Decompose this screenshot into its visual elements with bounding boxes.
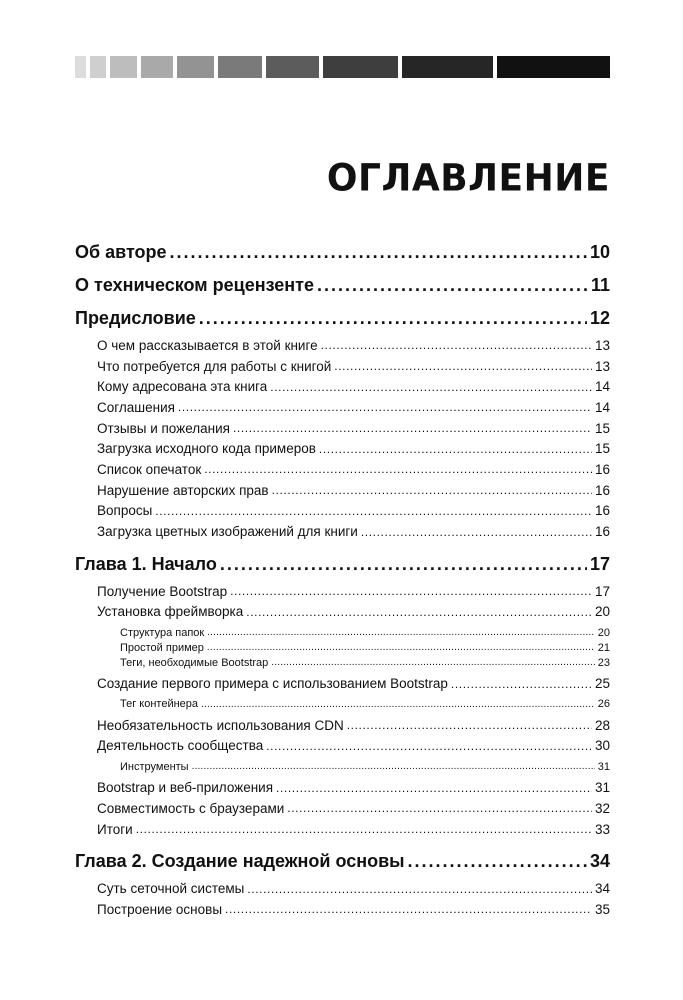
toc-entry-chapter[interactable] xyxy=(75,845,610,878)
toc-entry-title: Соглашения xyxy=(97,399,175,415)
toc-entry-title: Вопросы xyxy=(97,503,153,519)
toc-entry-section[interactable] xyxy=(75,736,610,757)
toc-entry-page: 34 xyxy=(594,881,610,897)
toc-entry-sub[interactable] xyxy=(75,640,610,655)
toc-entry-page: 26 xyxy=(597,698,610,711)
toc-entry-title: Деятельность сообщества xyxy=(97,738,264,754)
toc-entry-page: 32 xyxy=(594,800,610,816)
toc-entry-title: Получение Bootstrap xyxy=(97,583,228,599)
toc-entry-page: 14 xyxy=(594,399,610,415)
toc-leader-dots xyxy=(451,677,592,691)
toc-entry-section[interactable] xyxy=(75,602,610,623)
toc-leader-dots xyxy=(334,359,592,373)
toc-entry-page: 15 xyxy=(594,420,610,436)
toc-entry-page: 31 xyxy=(597,760,610,773)
toc-entry-section[interactable] xyxy=(75,418,610,439)
toc-leader-dots xyxy=(233,421,592,435)
toc-entry-section[interactable] xyxy=(75,438,610,459)
toc-entry-page: 31 xyxy=(594,780,610,796)
toc-entry-section[interactable] xyxy=(75,581,610,602)
toc-leader-dots xyxy=(204,462,592,476)
toc-entry-title: Суть сеточной системы xyxy=(97,881,245,897)
toc-entry-page: 16 xyxy=(594,524,610,540)
toc-entry-section[interactable] xyxy=(75,673,610,694)
table-of-contents xyxy=(75,236,610,920)
header-bar-block xyxy=(402,56,493,78)
toc-leader-dots xyxy=(347,718,592,732)
header-bar-block xyxy=(177,56,213,78)
toc-entry-page: 15 xyxy=(594,441,610,457)
header-decorative-bar xyxy=(75,56,610,78)
toc-entry-title: Структура папок xyxy=(120,626,205,639)
toc-leader-dots xyxy=(225,902,592,916)
toc-entry-title: Нарушение авторских прав xyxy=(97,482,269,498)
toc-entry-chapter[interactable] xyxy=(75,236,610,269)
toc-entry-title: Список опечаток xyxy=(97,461,202,477)
toc-entry-chapter[interactable] xyxy=(75,302,610,335)
toc-leader-dots xyxy=(361,525,592,539)
toc-leader-dots xyxy=(266,739,592,753)
toc-entry-title: Загрузка цветных изображений для книги xyxy=(97,524,358,540)
toc-leader-dots xyxy=(287,801,592,815)
toc-entry-title: Совместимость с браузерами xyxy=(97,800,285,816)
toc-entry-section[interactable] xyxy=(75,501,610,522)
toc-entry-page: 35 xyxy=(594,901,610,917)
toc-entry-title: Загрузка исходного кода примеров xyxy=(97,441,316,457)
toc-leader-dots xyxy=(207,642,595,653)
toc-leader-dots xyxy=(136,822,592,836)
header-bar-block xyxy=(497,56,610,78)
toc-entry-page: 16 xyxy=(594,503,610,519)
toc-entry-chapter[interactable] xyxy=(75,548,610,581)
toc-leader-dots xyxy=(276,781,592,795)
header-bar-block xyxy=(266,56,320,78)
toc-entry-page: 34 xyxy=(589,851,610,872)
toc-entry-page: 13 xyxy=(594,358,610,374)
toc-entry-page: 28 xyxy=(594,717,610,733)
toc-entry-title: Инструменты xyxy=(120,760,189,773)
toc-entry-title: Теги, необходимые Bootstrap xyxy=(120,656,269,669)
toc-entry-section[interactable] xyxy=(75,356,610,377)
toc-entry-title: Об авторе xyxy=(75,242,167,262)
header-bar-block xyxy=(323,56,398,78)
toc-entry-page: 33 xyxy=(594,821,610,837)
toc-entry-sub[interactable] xyxy=(75,697,610,712)
toc-entry-section[interactable] xyxy=(75,480,610,501)
toc-entry-page: 17 xyxy=(594,583,610,599)
toc-leader-dots xyxy=(201,699,595,710)
toc-leader-dots xyxy=(321,338,592,352)
toc-entry-section[interactable] xyxy=(75,777,610,798)
toc-leader-dots xyxy=(199,308,587,329)
toc-leader-dots xyxy=(178,400,592,414)
toc-entry-title: Bootstrap и веб-приложения xyxy=(97,780,274,796)
toc-entry-page: 20 xyxy=(594,604,610,620)
toc-entry-page: 21 xyxy=(597,641,610,654)
toc-leader-dots xyxy=(317,275,588,296)
toc-entry-section[interactable] xyxy=(75,397,610,418)
toc-leader-dots xyxy=(270,380,592,394)
toc-entry-section[interactable] xyxy=(75,819,610,840)
toc-entry-section[interactable] xyxy=(75,878,610,899)
toc-entry-page: 25 xyxy=(594,676,610,692)
toc-entry-title: Тег контейнера xyxy=(120,698,199,711)
toc-entry-title: Кому адресована эта книга xyxy=(97,379,268,395)
toc-entry-title: Глава 2. Создание надежной основы xyxy=(75,851,405,872)
toc-entry-sub[interactable] xyxy=(75,759,610,774)
toc-entry-section[interactable] xyxy=(75,335,610,356)
toc-leader-dots xyxy=(230,584,592,598)
toc-entry-section[interactable] xyxy=(75,376,610,397)
toc-leader-dots xyxy=(220,554,587,575)
toc-entry-section[interactable] xyxy=(75,521,610,542)
header-bar-block xyxy=(75,56,86,78)
toc-entry-title: О техническом рецензенте xyxy=(75,275,314,295)
header-bar-block xyxy=(110,56,137,78)
toc-entry-title: Итоги xyxy=(97,821,133,837)
toc-entry-title: Предисловие xyxy=(75,308,196,328)
toc-entry-title: Простой пример xyxy=(120,641,204,654)
toc-leader-dots xyxy=(170,242,587,263)
toc-entry-title: Установка фреймворка xyxy=(97,604,244,620)
header-bar-block xyxy=(141,56,174,78)
toc-entry-section[interactable] xyxy=(75,459,610,480)
toc-entry-page: 11 xyxy=(590,275,610,295)
toc-leader-dots xyxy=(207,627,595,638)
toc-entry-page: 30 xyxy=(594,738,610,754)
toc-entry-title: Необязательность использования CDN xyxy=(97,717,344,733)
toc-entry-page: 23 xyxy=(597,656,610,669)
header-bar-block xyxy=(90,56,106,78)
toc-entry-page: 16 xyxy=(594,482,610,498)
toc-leader-dots xyxy=(246,605,592,619)
toc-entry-page: 13 xyxy=(594,337,610,353)
toc-entry-title: О чем рассказывается в этой книге xyxy=(97,337,318,353)
toc-entry-page: 20 xyxy=(597,626,610,639)
toc-entry-title: Построение основы xyxy=(97,901,223,917)
toc-entry-title: Создание первого примера с использованием Bootstrap xyxy=(97,676,448,692)
toc-entry-chapter[interactable] xyxy=(75,269,610,302)
toc-leader-dots xyxy=(247,882,592,896)
toc-leader-dots xyxy=(319,442,592,456)
toc-entry-page: 14 xyxy=(594,379,610,395)
toc-leader-dots xyxy=(155,504,592,518)
toc-entry-section[interactable] xyxy=(75,899,610,920)
toc-entry-page: 16 xyxy=(594,461,610,477)
toc-entry-section[interactable] xyxy=(75,798,610,819)
page-title: ОГЛАВЛЕНИЕ xyxy=(326,156,610,201)
toc-entry-title: Отзывы и пожелания xyxy=(97,420,230,436)
toc-entry-section[interactable] xyxy=(75,715,610,736)
toc-leader-dots xyxy=(192,761,595,772)
toc-leader-dots xyxy=(272,483,592,497)
toc-leader-dots xyxy=(408,851,587,872)
toc-leader-dots xyxy=(271,657,594,668)
header-bar-block xyxy=(218,56,262,78)
toc-entry-title: Что потребуется для работы с книгой xyxy=(97,358,332,374)
toc-entry-sub[interactable] xyxy=(75,625,610,640)
toc-entry-sub[interactable] xyxy=(75,655,610,670)
toc-entry-title: Глава 1. Начало xyxy=(75,553,217,574)
toc-entry-page: 12 xyxy=(589,308,610,328)
toc-entry-page: 17 xyxy=(589,553,610,574)
toc-entry-page: 10 xyxy=(589,242,610,262)
